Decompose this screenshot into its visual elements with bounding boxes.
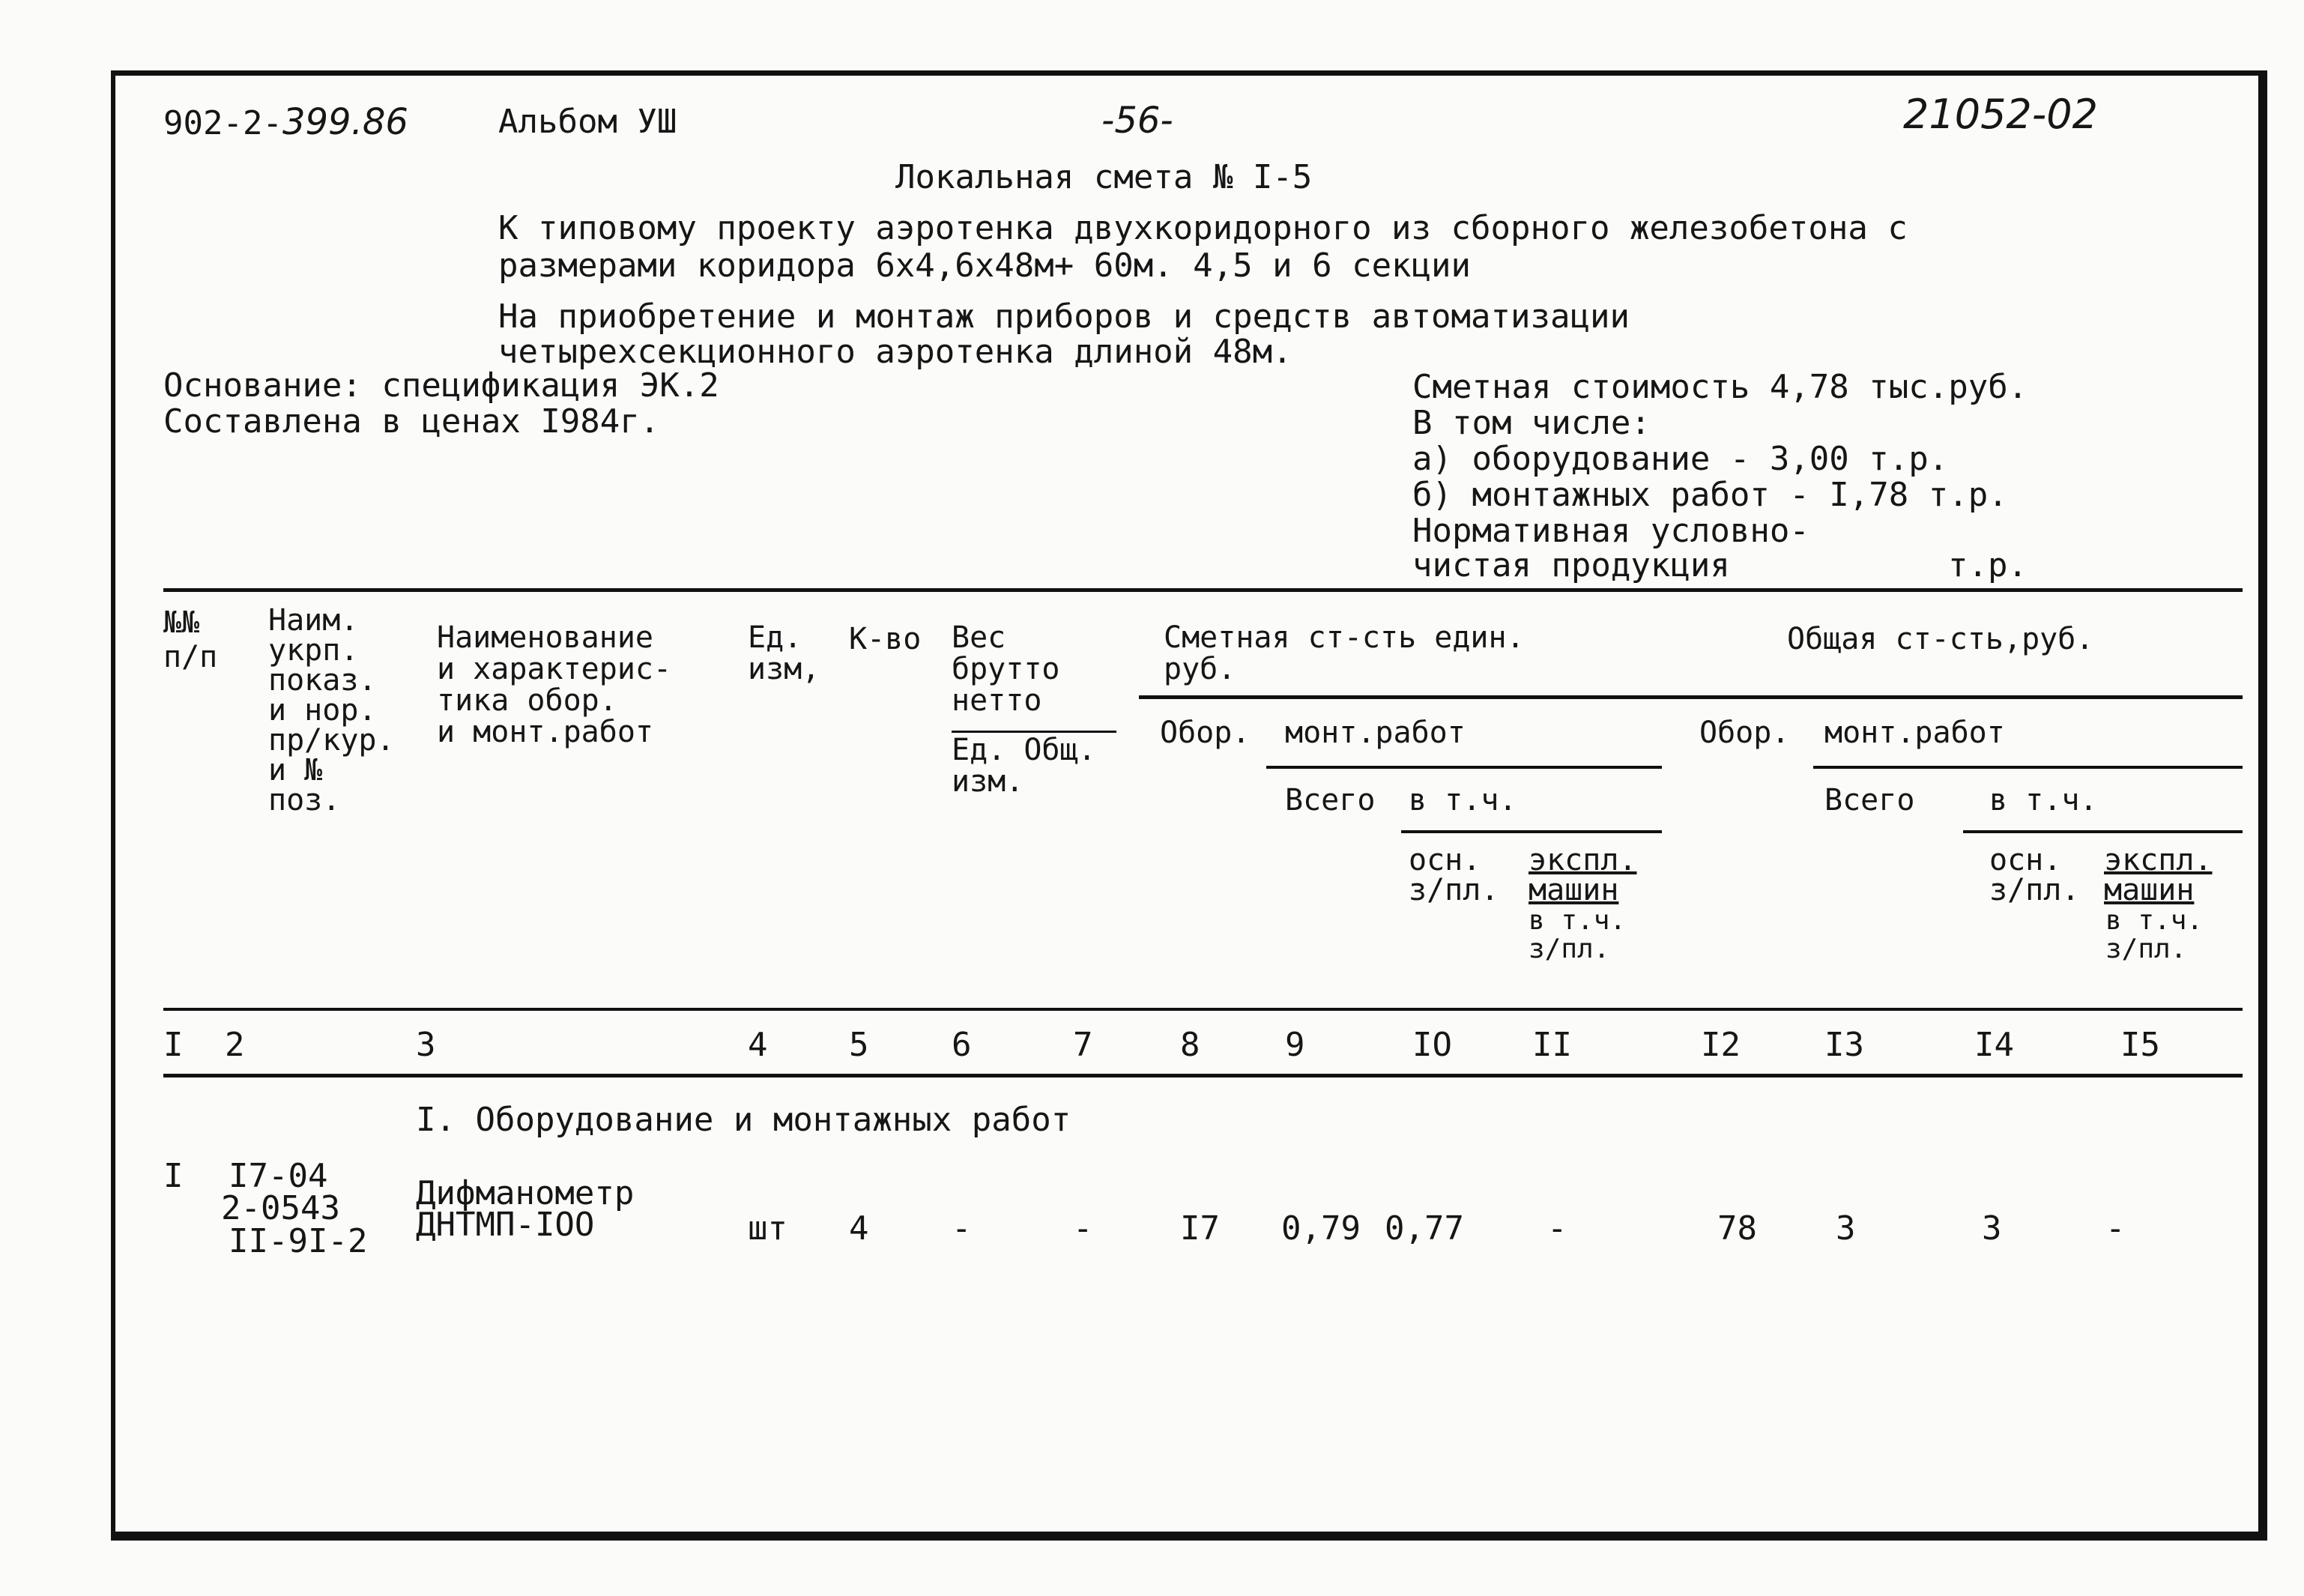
page-number: -56- (1101, 100, 1173, 142)
doc-code: 902-2-399.86 (163, 101, 408, 143)
row-weight-unit: - (952, 1209, 972, 1248)
norm-line-2: чистая продукция (1412, 546, 1730, 584)
row-code-2: 2-0543 (221, 1189, 340, 1227)
th-cost-rule (1139, 695, 2243, 699)
th-install-2: монт.работ (1824, 716, 2005, 750)
th-machines-2: экспл. машин (2104, 843, 2213, 907)
th-all-2: Всего (1824, 783, 1915, 817)
cost-installation: б) монтажных работ - I,78 т.р. (1412, 476, 2008, 514)
th-machines-wage-1: в т.ч. з/пл. (1529, 905, 1627, 964)
th-equip-2: Обор. (1699, 716, 1790, 750)
colnum-9: 9 (1285, 1026, 1305, 1064)
row-c15: - (2105, 1209, 2126, 1248)
cost-total: Сметная стоимость 4,78 тыс.руб. (1412, 368, 2028, 406)
th-num: №№ п/п (163, 605, 218, 674)
th-total-cost: Общая ст-сть,руб. (1787, 622, 2094, 656)
th-all-1: Всего (1285, 783, 1376, 817)
table-top-rule (163, 588, 2243, 592)
th-incl-rule-1 (1401, 830, 1662, 833)
colnum-8: 8 (1180, 1026, 1200, 1064)
table-header-rule (163, 1008, 2243, 1011)
colnum-7: 7 (1073, 1026, 1093, 1064)
th-weight-sub: Ед. Общ. изм. (952, 733, 1096, 799)
page-frame (111, 70, 2267, 1541)
project-line-1: К типовому проекту аэротенка двухкоридорного из сборного железобетона с (498, 209, 1908, 247)
colnum-1: I (163, 1026, 184, 1064)
row-unit: шт (748, 1209, 787, 1248)
th-base-wage-1: осн. з/пл. (1409, 843, 1499, 907)
row-c8: I7 (1180, 1209, 1220, 1248)
colnum-11: II (1532, 1026, 1572, 1064)
th-unit-cost: Сметная ст-сть един. руб. (1164, 620, 1525, 686)
row-c13: 3 (1836, 1209, 1856, 1248)
colnum-5: 5 (849, 1026, 869, 1064)
basis-line-2: Составлена в ценах I984г. (163, 402, 660, 441)
album-label: Альбом УШ (498, 103, 677, 141)
row-qty: 4 (849, 1209, 869, 1248)
th-weight: Вес брутто нетто (952, 620, 1060, 718)
row-c11: - (1547, 1209, 1567, 1248)
th-incl-2: в т.ч. (1989, 783, 2098, 817)
colnum-10: IO (1412, 1026, 1452, 1064)
row-code-1: I7-04 (229, 1157, 328, 1195)
row-c12: 78 (1717, 1209, 1757, 1248)
row-c10: 0,77 (1385, 1209, 1464, 1248)
th-code: Наим. укрп. показ. и нор. пр/кур. и № поз. (268, 603, 395, 817)
th-unit: Ед. изм, (748, 620, 820, 686)
row-c9: 0,79 (1281, 1209, 1361, 1248)
colnum-rule (163, 1074, 2243, 1077)
cost-including: В том числе: (1412, 404, 1651, 442)
th-equip-1: Обор. (1160, 716, 1251, 750)
th-incl-1: в т.ч. (1409, 783, 1517, 817)
colnum-3: 3 (416, 1026, 436, 1064)
row-name-2: ДНТМП-IOO (416, 1206, 595, 1244)
colnum-15: I5 (2120, 1026, 2160, 1064)
basis-line-1: Основание: спецификация ЭК.2 (163, 366, 719, 405)
th-qty: К-во (849, 622, 922, 656)
colnum-13: I3 (1824, 1026, 1864, 1064)
th-install-rule-2 (1813, 766, 2243, 769)
th-install-rule-1 (1266, 766, 1662, 769)
purpose-line-2: четырехсекционного аэротенка длиной 48м. (498, 333, 1292, 371)
estimate-title: Локальная смета № I-5 (895, 158, 1313, 196)
row-weight-total: - (1073, 1209, 1093, 1248)
th-incl-rule-2 (1963, 830, 2243, 833)
row-name-1: Дифманометр (416, 1174, 635, 1212)
colnum-14: I4 (1974, 1026, 2014, 1064)
project-line-2: размерами коридора 6х4,6х48м+ 60м. 4,5 и 6 секции (498, 247, 1472, 285)
row-code-3: II-9I-2 (229, 1222, 368, 1260)
colnum-4: 4 (748, 1026, 768, 1064)
th-machines-wage-2: в т.ч. з/пл. (2105, 905, 2204, 964)
norm-unit: т.р. (1948, 546, 2028, 584)
th-base-wage-2: осн. з/пл. (1989, 843, 2080, 907)
purpose-line-1: На приобретение и монтаж приборов и средств автоматизации (498, 297, 1630, 336)
colnum-6: 6 (952, 1026, 972, 1064)
norm-line-1: Нормативная условно- (1412, 512, 1809, 550)
row-num: I (163, 1157, 184, 1195)
cost-equipment: а) оборудование - 3,00 т.р. (1412, 440, 1949, 478)
doc-number: 21052-02 (1903, 91, 2098, 138)
section-title: I. Оборудование и монтажных работ (416, 1101, 1071, 1139)
th-machines-1: экспл. машин (1529, 843, 1637, 907)
th-install-1: монт.работ (1285, 716, 1466, 750)
colnum-12: I2 (1701, 1026, 1741, 1064)
row-c14: 3 (1982, 1209, 2002, 1248)
th-name: Наименование и характерис- тика обор. и монт.работ (437, 620, 672, 749)
colnum-2: 2 (225, 1026, 245, 1064)
